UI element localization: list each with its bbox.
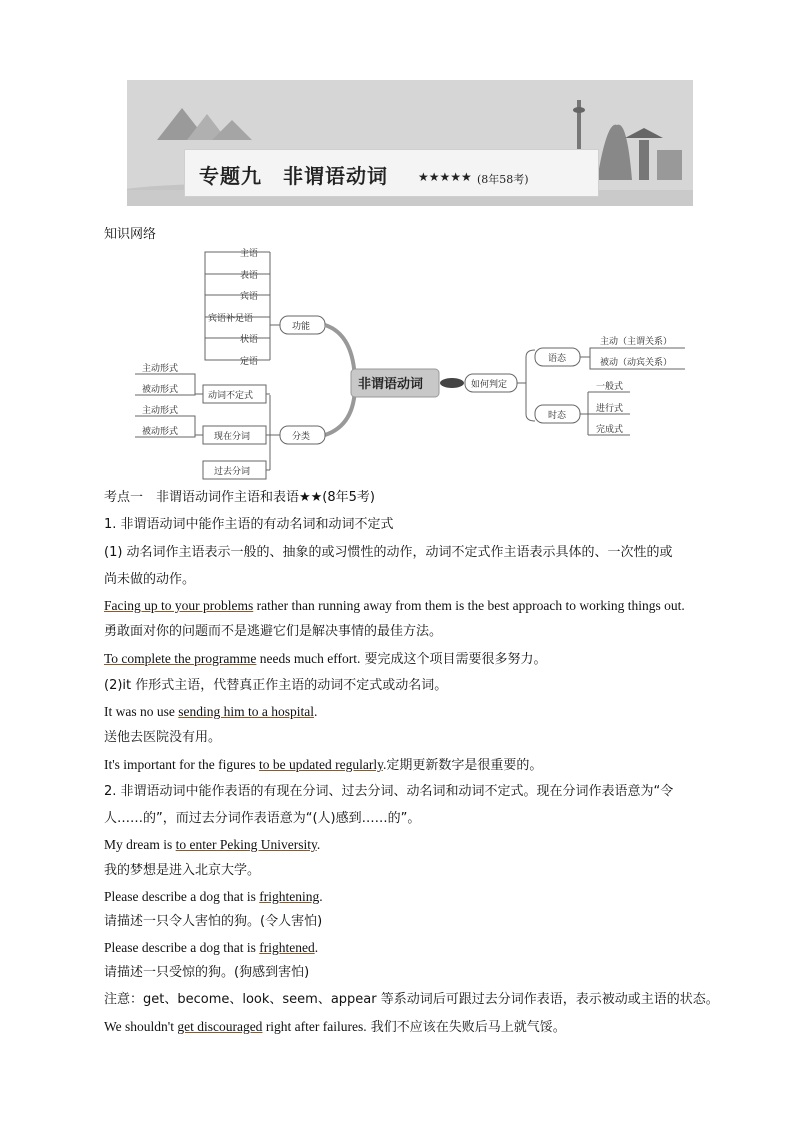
header-banner [127, 80, 693, 206]
function-object-complement: 宾语补足语 [208, 314, 254, 324]
tense-simple: 一般式 [596, 382, 624, 392]
svg-text:动词不定式: 动词不定式 [208, 391, 254, 401]
example-6-cn: 请描述一只令人害怕的狗。(令人害怕) [104, 914, 323, 929]
example-5: My dream is to enter Peking University. [104, 837, 321, 852]
voice-node-label: 语态 [548, 354, 567, 364]
function-node-label: 功能 [292, 322, 311, 332]
svg-text:过去分词: 过去分词 [214, 467, 251, 477]
rule-1-1b: 尚未做的动作。 [104, 572, 196, 587]
example-4: It's important for the figures to be updated regularly.定期更新数字是很重要的。 [104, 757, 543, 773]
page-title: 专题九 非谓语动词 [199, 164, 388, 188]
rule-1-1a: (1) 动名词作主语表示一般的、抽象的或习惯性的动作，动词不定式作主语表示具体的、一次性的或 [104, 545, 673, 560]
function-adverbial: 状语 [240, 335, 259, 345]
voice-passive: 被动（动宾关系） [600, 358, 673, 368]
form-passive-a: 被动形式 [142, 385, 179, 395]
function-subject: 主语 [240, 249, 259, 259]
form-active-b: 主动形式 [142, 406, 179, 416]
tense-node-label: 时态 [548, 411, 567, 421]
example-8: We shouldn't get discouraged right after failures. 我们不应该在失败后马上就气馁。 [104, 1019, 566, 1035]
tense-perfect: 完成式 [596, 425, 624, 435]
rule-1-2: (2)it 作形式主语，代替真正作主语的动词不定式或动名词。 [104, 678, 448, 693]
note: 注意：get、become、look、seem、appear 等系动词后可跟过去分词作表语，表示被动或主语的状态。 [104, 992, 719, 1007]
form-active-a: 主动形式 [142, 364, 179, 374]
example-7: Please describe a dog that is frightened. [104, 940, 319, 955]
kp1-title: 考点一 非谓语动词作主语和表语★★(8年5考) [104, 490, 375, 505]
banner-title-box [184, 149, 599, 197]
category-node-label: 分类 [292, 432, 311, 442]
section-label: 知识网络 [104, 227, 157, 242]
svg-text:现在分词: 现在分词 [214, 432, 251, 442]
example-3-cn: 送他去医院没有用。 [104, 730, 222, 745]
example-5-cn: 我的梦想是进入北京大学。 [104, 863, 261, 878]
example-6: Please describe a dog that is frightening. [104, 889, 323, 904]
function-attributive: 定语 [240, 357, 259, 367]
rule-2b: 人……的”，而过去分词作表语意为“(人)感到……的”。 [104, 811, 421, 826]
example-7-cn: 请描述一只受惊的狗。(狗感到害怕) [104, 965, 310, 980]
function-object: 宾语 [240, 292, 259, 302]
form-passive-b: 被动形式 [142, 427, 179, 437]
judge-node-label: 如何判定 [471, 380, 508, 390]
function-predicative: 表语 [240, 271, 259, 281]
rating-stars: ★★★★★ [418, 170, 472, 184]
rule-1: 1. 非谓语动词中能作主语的有动名词和动词不定式 [104, 517, 394, 532]
example-2: To complete the programme needs much effort. 要完成这个项目需要很多努力。 [104, 651, 547, 667]
voice-active: 主动（主谓关系） [600, 337, 673, 347]
tense-progressive: 进行式 [596, 404, 624, 414]
exam-frequency: (8年58考) [477, 173, 529, 186]
rule-2a: 2. 非谓语动词中能作表语的有现在分词、过去分词、动名词和动词不定式。现在分词作表语意为“令 [104, 784, 674, 799]
example-1: Facing up to your problems rather than running away from them is the best approach to working things out. [104, 598, 685, 613]
example-1-cn: 勇敢面对你的问题而不是逃避它们是解决事情的最佳方法。 [104, 624, 443, 639]
example-3: It was no use sending him to a hospital. [104, 704, 318, 719]
center-node-label: 非谓语动词 [358, 377, 424, 392]
knowledge-mindmap [130, 240, 690, 485]
